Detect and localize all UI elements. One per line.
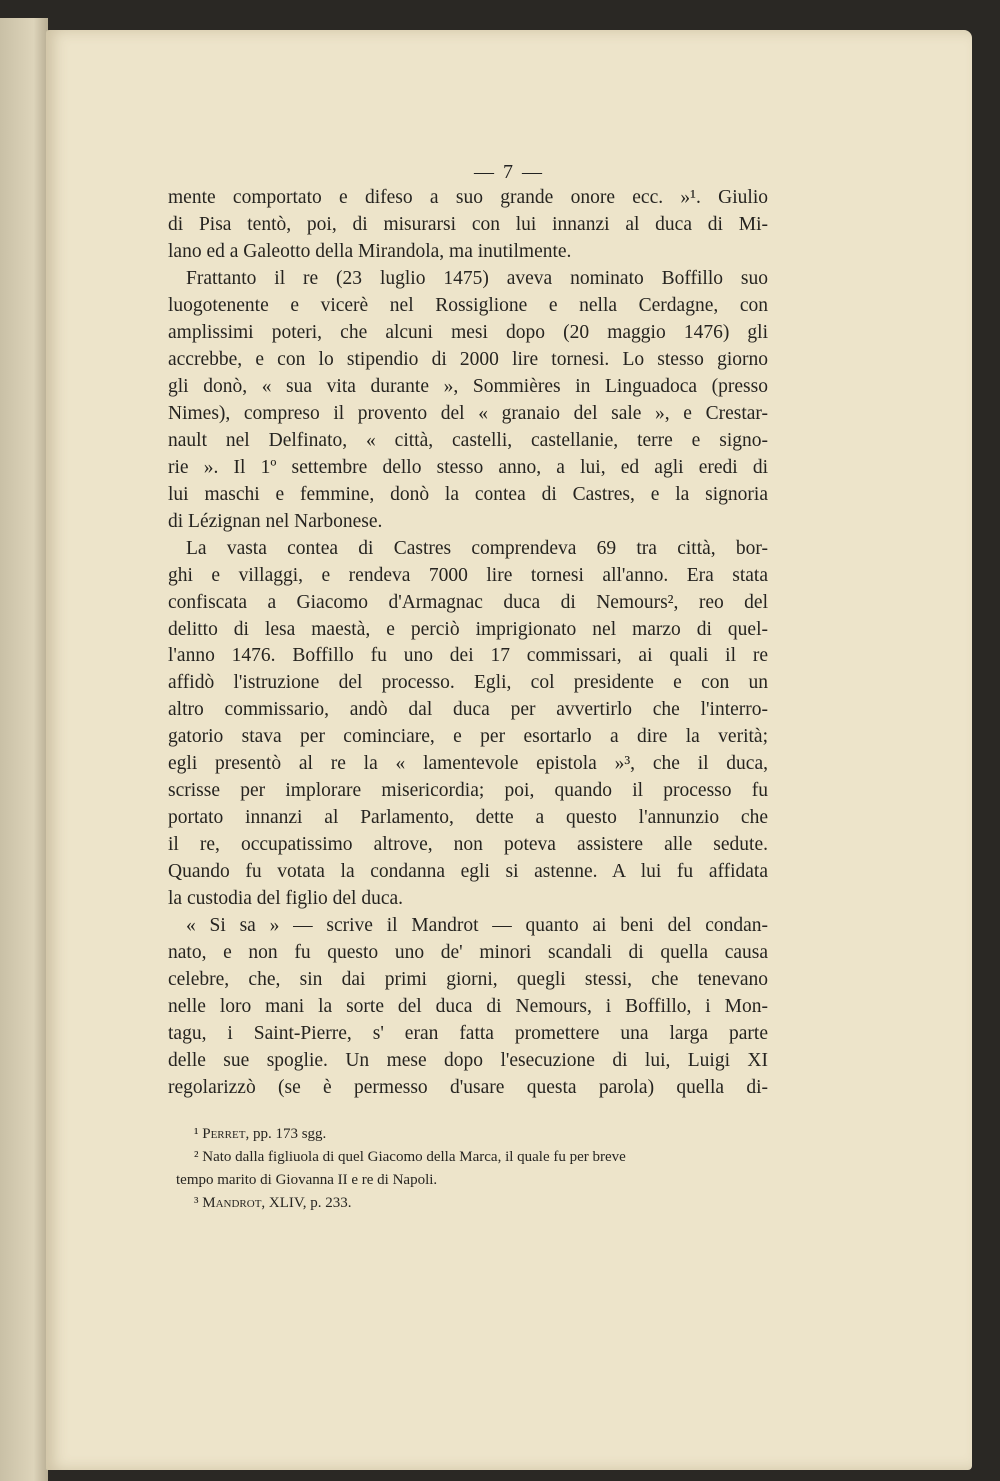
footnote — [194, 1124, 326, 1144]
text-line: lui maschi e femmine, donò la contea di Castres, e la signoria — [168, 483, 768, 505]
facing-page-edge — [0, 18, 48, 1481]
footnote — [176, 1170, 437, 1190]
text-line: di Pisa tentò, poi, di misurarsi con lui innanzi al duca di Mi- — [168, 213, 768, 235]
text-line: Quando fu votata la condanna egli si astenne. A lui fu affidata — [168, 861, 768, 883]
footnote-mark: ² — [194, 1149, 203, 1165]
text-line: nelle loro mani la sorte del duca di Nemours, i Boffillo, i Mon- — [168, 996, 768, 1018]
text-line: altro commissario, andò dal duca per avvertirlo che l'interro- — [168, 699, 768, 721]
text-line: amplissimi poteri, che alcuni mesi dopo (20 maggio 1476) gli — [168, 321, 768, 343]
text-line: di Lézignan nel Narbonese. — [168, 510, 383, 532]
footnote-text: , XLIV, p. 233. — [261, 1195, 352, 1211]
footnote-mark: ³ — [194, 1195, 203, 1211]
text-line: delle sue spoglie. Un mese dopo l'esecuzione di lui, Luigi XI — [168, 1050, 768, 1072]
footnote — [194, 1193, 352, 1213]
text-line: luogotenente e vicerè nel Rossiglione e nella Cerdagne, con — [168, 294, 768, 316]
text-line: gli donò, « sua vita durante », Sommières in Linguadoca (presso — [168, 375, 768, 397]
text-line: Nimes), compreso il provento del « granaio del sale », e Crestar- — [168, 402, 768, 424]
text-line: il re, occupatissimo altrove, non poteva assistere alle sedute. — [168, 834, 768, 856]
text-line: affidò l'istruzione del processo. Egli, col presidente e con un — [168, 672, 768, 694]
text-line: confiscata a Giacomo d'Armagnac duca di Nemours², reo del — [168, 591, 768, 613]
text-line: la custodia del figlio del duca. — [168, 888, 404, 910]
text-line: gatorio stava per cominciare, e per esortarlo a dire la verità; — [168, 726, 768, 748]
text-line: « Si sa » — scrive il Mandrot — quanto ai beni del condan- — [186, 915, 768, 937]
text-line: accrebbe, e con lo stipendio di 2000 lire tornesi. Lo stesso giorno — [168, 348, 768, 370]
text-line: lano ed a Galeotto della Mirandola, ma inutilmente. — [168, 240, 572, 262]
footnote-text: Nato dalla figliuola di quel Giacomo della Marca, il quale fu per breve — [202, 1149, 626, 1165]
text-line: celebre, che, sin dai primi giorni, quegli stessi, che tenevano — [168, 969, 768, 991]
page-number: — 7 — — [474, 161, 544, 183]
text-line: mente comportato e difeso a suo grande onore ecc. »¹. Giulio — [168, 187, 768, 208]
text-line: l'anno 1476. Boffillo fu uno dei 17 commissari, ai quali il re — [168, 645, 768, 667]
footnote-text: , pp. 173 sgg. — [245, 1126, 327, 1142]
text-line: egli presentò al re la « lamentevole epistola »³, che il duca, — [168, 753, 768, 775]
footnote-author: Perret — [202, 1126, 246, 1142]
footnote-text: tempo marito di Giovanna II e re di Napoli. — [176, 1172, 438, 1188]
text-line: rie ». Il 1º settembre dello stesso anno, a lui, ed agli eredi di — [168, 456, 768, 478]
footnote-mark: ¹ — [194, 1126, 203, 1142]
text-line: delitto di lesa maestà, e perciò imprigionato nel marzo di quel- — [168, 618, 768, 640]
footnote-author: Mandrot — [202, 1195, 262, 1211]
text-line: nato, e non fu questo uno de' minori scandali di quella causa — [168, 942, 768, 964]
text-line: Frattanto il re (23 luglio 1475) aveva nominato Boffillo suo — [186, 267, 768, 289]
text-line: regolarizzò (se è permesso d'usare questa parola) quella di- — [168, 1077, 768, 1098]
text-line: portato innanzi al Parlamento, dette a questo l'annunzio che — [168, 807, 768, 829]
book-page — [46, 30, 972, 1470]
text-line: ghi e villaggi, e rendeva 7000 lire tornesi all'anno. Era stata — [168, 564, 768, 586]
text-line: scrisse per implorare misericordia; poi, quando il processo fu — [168, 780, 768, 802]
text-line: nault nel Delfinato, « città, castelli, castellanie, terre e signo- — [168, 429, 768, 451]
footnote — [194, 1147, 626, 1167]
text-line: tagu, i Saint-Pierre, s' eran fatta promettere una larga parte — [168, 1023, 768, 1045]
text-line: La vasta contea di Castres comprendeva 69 tra città, bor- — [186, 537, 768, 559]
